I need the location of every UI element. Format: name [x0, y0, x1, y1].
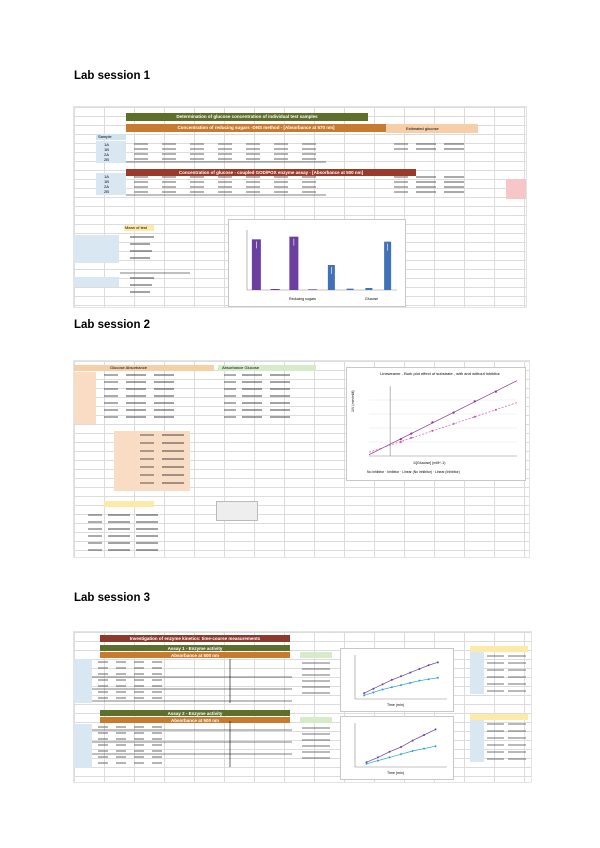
s2-chart-legend: No inhibitor · Inhibitor · Linear (No inhibitor) · Linear (Inhibitor) — [367, 470, 460, 474]
s1-bar-chart-svg — [229, 220, 405, 306]
data-point — [400, 753, 402, 755]
bar — [365, 288, 372, 290]
s2-lower-table — [74, 511, 204, 555]
data-point — [437, 661, 439, 663]
data-point — [400, 746, 402, 748]
data-point — [377, 756, 379, 758]
data-point — [474, 416, 476, 418]
data-point — [377, 760, 379, 762]
data-point — [391, 679, 393, 681]
s3-band-b: Assay 2 - Enzyme activity — [100, 710, 290, 716]
data-point — [372, 688, 374, 690]
lab-session-1-heading: Lab session 1 — [74, 70, 151, 82]
series-line — [364, 678, 438, 696]
data-point — [452, 423, 454, 425]
s2-header-left-cell — [74, 365, 214, 371]
s1-sample-id: 2B — [104, 157, 109, 162]
data-point — [431, 430, 433, 432]
s1-stats-values — [120, 233, 190, 303]
s1-sample-id: 2B — [104, 189, 109, 194]
s2-upper-table — [74, 372, 324, 432]
data-point — [409, 682, 411, 684]
s1-band-god-pox: Concentration of glucose - coupled GOD/POX enzyme assay - [Absorbance at 500 nm] — [126, 169, 416, 176]
s3-side-values — [300, 660, 334, 772]
s3-col-block-b — [74, 724, 92, 768]
s3-band-b2: Absorbance at 500 nm — [100, 717, 290, 723]
s2-header-right-cell — [218, 365, 316, 371]
data-point — [428, 664, 430, 666]
data-point — [382, 683, 384, 685]
data-point — [372, 691, 374, 693]
series-line — [367, 729, 436, 762]
s1-sample-id: 1A — [104, 174, 109, 179]
lab-session-2-screenshot — [73, 360, 530, 558]
data-point — [431, 421, 433, 423]
s3-band-a: Assay 1 - Enzyme activity — [100, 645, 290, 651]
s1-bar-chart — [228, 219, 406, 307]
s3-right-col-b — [470, 720, 484, 762]
s1-stats-label-block — [74, 235, 119, 263]
s1-sample-col-a — [96, 141, 126, 163]
data-point — [418, 668, 420, 670]
data-point — [409, 672, 411, 674]
s2-lineweaver-burk-chart — [346, 367, 526, 481]
data-point — [423, 734, 425, 736]
data-point — [363, 694, 365, 696]
data-point — [423, 748, 425, 750]
s3-right-values — [484, 652, 530, 764]
s2-header-right: Absorbance Glucose — [222, 365, 260, 370]
s1-sample-header-cell — [96, 134, 126, 140]
data-point — [410, 437, 412, 439]
bar — [271, 289, 280, 290]
s1-sample-id: 1B — [104, 147, 109, 152]
data-point — [412, 750, 414, 752]
s1-sample-id: 2A — [104, 184, 109, 189]
s1-chart-legend-right: Glucose — [365, 297, 379, 301]
data-point — [391, 686, 393, 688]
s3-chart-a — [340, 648, 454, 712]
s3-band-a2: Absorbance at 500 nm — [100, 652, 290, 658]
data-point — [495, 409, 497, 411]
s2-note-box — [216, 501, 258, 521]
s1-sample-id: 2A — [104, 152, 109, 157]
s3-chart-a-svg — [341, 649, 453, 711]
data-point — [366, 763, 368, 765]
data-point — [389, 756, 391, 758]
data-point — [435, 728, 437, 730]
lab-session-1-screenshot — [73, 106, 527, 308]
data-point — [363, 692, 365, 694]
s2-yellow-cell — [104, 501, 154, 507]
data-point — [400, 684, 402, 686]
s2-middle-block — [114, 431, 190, 491]
data-point — [412, 740, 414, 742]
s1-pink-note — [506, 179, 526, 199]
s3-tables — [92, 659, 292, 771]
bar — [347, 289, 354, 290]
series-line — [364, 662, 438, 693]
data-point — [400, 438, 402, 440]
s1-side-header-cell — [386, 124, 478, 133]
s3-col-block-a — [74, 659, 92, 703]
s3-chart-b-svg — [341, 717, 453, 779]
s2-chart-xlabel: 1/[Glucose] (mM^-1) — [413, 461, 446, 465]
bar — [308, 289, 317, 290]
s3-chart-b-xlabel: Time (min) — [387, 771, 405, 775]
s1-chart-legend-left: Reducing sugars — [289, 297, 316, 301]
s2-chart-ylabel: 1/V (min/mM) — [351, 390, 355, 412]
s3-green-cell-a — [300, 652, 332, 658]
data-point — [428, 678, 430, 680]
s2-header-left: Glucose Absorbance — [110, 365, 147, 370]
data-point — [452, 412, 454, 414]
s3-chart-a-xlabel: Time (min) — [387, 703, 405, 707]
data-point — [382, 688, 384, 690]
s1-stats-label-block-2 — [74, 277, 119, 287]
data-point — [474, 400, 476, 402]
lab-session-3-screenshot — [73, 631, 532, 783]
s1-sample-header: Sample — [98, 134, 112, 139]
s1-side-header: Estimated glucose — [406, 126, 439, 131]
data-point — [410, 433, 412, 435]
data-point — [437, 677, 439, 679]
data-point — [389, 751, 391, 753]
data-point — [495, 391, 497, 393]
s1-stats-header-cell — [124, 225, 154, 231]
data-point — [418, 680, 420, 682]
data-point — [400, 675, 402, 677]
s2-chart-title: Lineweaver - Burk plot effect of substrate , with and without inhibitor — [380, 371, 500, 376]
s3-banner: Investigation of enzyme kinetics: time-course measurements — [100, 635, 290, 642]
s1-sample-id: 1B — [104, 179, 109, 184]
s1-banner: Determination of glucose concentration of individual test samples — [126, 113, 368, 121]
s3-chart-b — [340, 716, 454, 780]
lab-session-2-heading: Lab session 2 — [74, 319, 151, 331]
lab-session-3-heading: Lab session 3 — [74, 592, 151, 604]
s1-band-dns: Concentration of reducing sugars -DNS method - [Absorbance at 570 nm] — [126, 124, 386, 132]
data-point — [400, 441, 402, 443]
s1-sample-id: 1A — [104, 142, 109, 147]
s1-stats-header: Mean of test — [125, 225, 148, 230]
data-point — [435, 745, 437, 747]
s1-sample-col-b — [96, 173, 126, 195]
s3-right-col-a — [470, 652, 484, 694]
